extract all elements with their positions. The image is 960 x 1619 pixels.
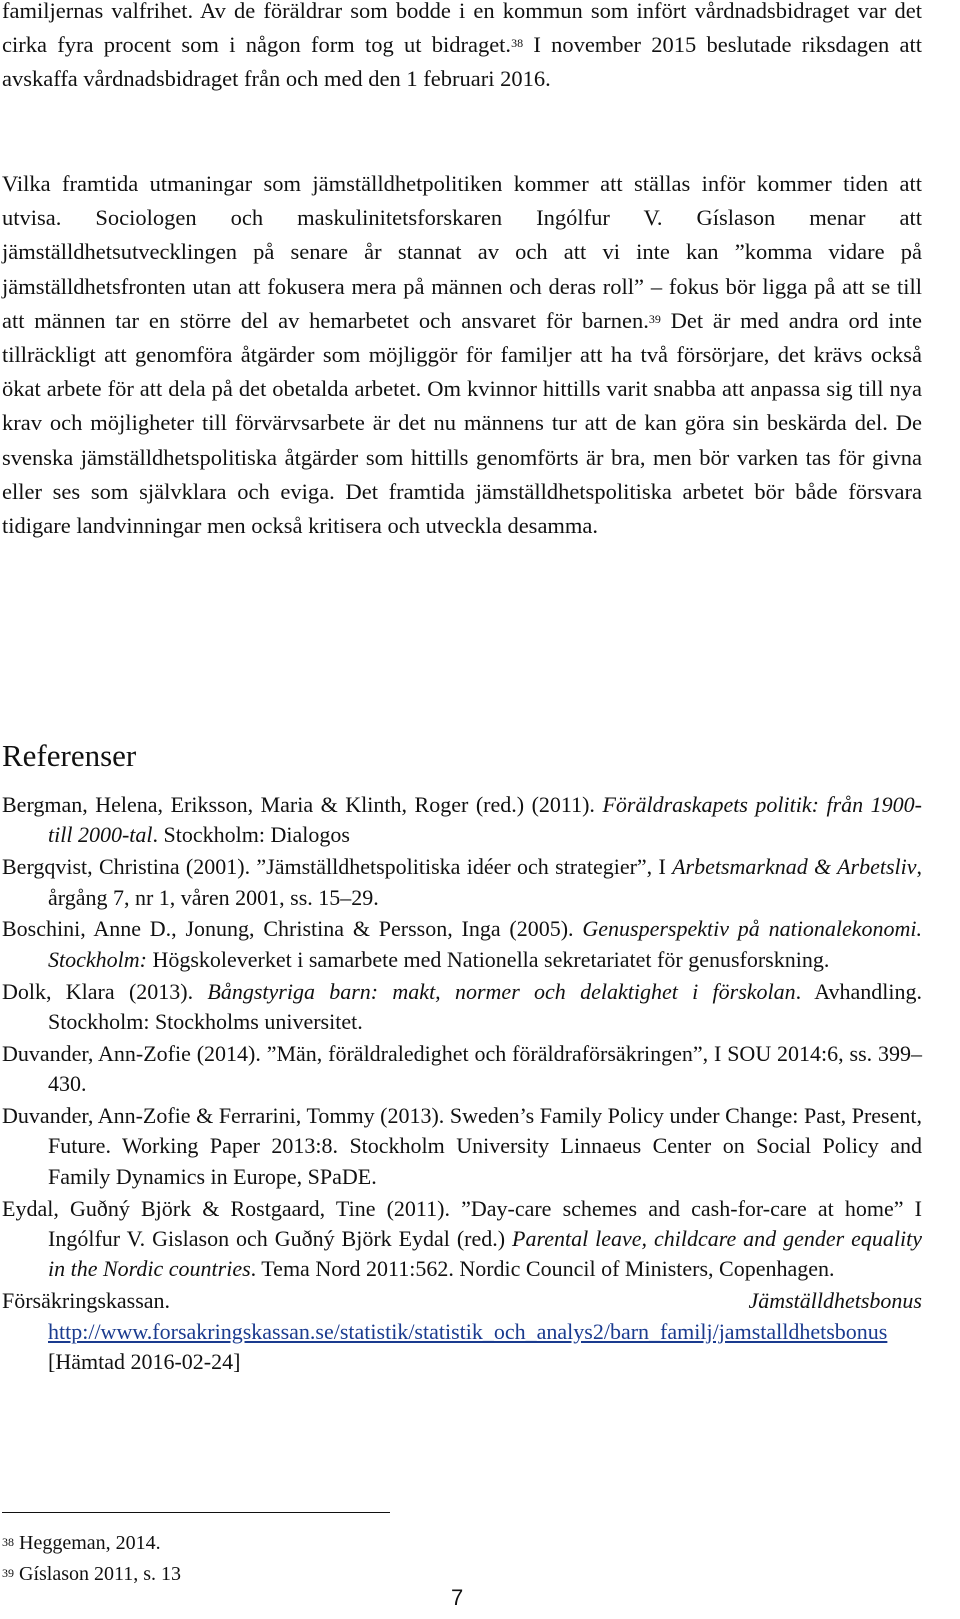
reference-list — [2, 790, 922, 1379]
page-number: 7 — [451, 1585, 464, 1610]
reference-text: , årgång 7, nr 1, våren 2001, ss. 15–29. — [48, 854, 923, 910]
reference-text: . Stockholm: Dialogos — [152, 822, 350, 848]
reference-title: Föräldraskapets politik: från 1900- till 2000-tal — [48, 792, 922, 848]
reference-text: . Tema Nord 2011:562. Nordic Council of Ministers, Copenhagen. — [250, 1256, 835, 1282]
footnote-text: Heggeman, 2014. — [14, 1532, 161, 1554]
reference-title: Parental leave, childcare and gender equality in the Nordic countries — [48, 1226, 922, 1282]
reference-title: Jämställdhetsbonus — [748, 1288, 922, 1314]
body-paragraph-1 — [2, 0, 922, 97]
reference-text: Bergqvist, Christina (2001). ”Jämställdhetspolitiska idéer och strategier”, I — [2, 854, 673, 880]
reference-text: Försäkringskassan. — [2, 1288, 749, 1314]
reference-item — [2, 977, 922, 1038]
footnote-number: 38 — [2, 1535, 14, 1549]
reference-text: Högskoleverket i samarbete med Nationella sekretariatet för genusforskning. — [146, 946, 830, 972]
reference-title: Arbetsmarknad & Arbetsliv — [672, 854, 917, 880]
reference-item — [2, 852, 922, 913]
footnotes — [2, 1528, 181, 1590]
reference-item — [2, 790, 922, 851]
reference-text: Boschini, Anne D., Jonung, Christina & Persson, Inga (2005). — [2, 916, 583, 942]
reference-text: Dolk, Klara (2013). — [2, 978, 208, 1004]
reference-text: Eydal, Guðný Björk & Rostgaard, Tine (2011). ”Day-care schemes and cash-for-care at home” I Ingólfur V. Gislason och Guðný Björk Eydal (red.) — [2, 1195, 922, 1252]
paragraph-text: Det är med andra ord inte tillräckligt att genomföra åtgärder som möjliggör för familjer att ha två försörjare, det krävs också ökat arbete för att dela på det obetalda arbetet. Om kvinnor hittills varit snabba att anpassa sig till nya krav och möjligheter till förvärvsarbete är det nu männens tur att de kan göra sin beskärda del. De svenska jämställdhetspolitiska åtgärder som hittills genomförts är bra, men bör varken tas för givna eller ses som självklara och eviga. Det framtida jämställdhetspolitiska arbetet bör både försvara tidigare landvinningar men också kritisera och utveckla desamma. — [2, 307, 922, 539]
reference-text: Bergman, Helena, Eriksson, Maria & Klinth, Roger (red.) (2011). — [2, 792, 603, 817]
reference-item — [2, 1101, 922, 1192]
reference-title: Bångstyriga barn: makt, normer och delaktighet i förskolan — [207, 978, 796, 1004]
reference-item — [2, 914, 922, 975]
references-heading: Referenser — [2, 738, 137, 773]
paragraph-text: familjernas valfrihet. Av de föräldrar som bodde i en kommun som infört vårdnadsbidraget var det cirka fyra procent som i någon form tog ut bidraget. — [2, 0, 922, 58]
reference-text: [Hämtad 2016-02-24] — [48, 1349, 241, 1375]
reference-item — [2, 1039, 922, 1100]
body-paragraph-2 — [2, 167, 922, 543]
footnote-text: Gíslason 2011, s. 13 — [14, 1563, 182, 1585]
reference-item — [2, 1286, 922, 1377]
footnote-39 — [2, 1559, 181, 1590]
reference-link[interactable]: http://www.forsakringskassan.se/statistik/statistik_och_analys2/barn_familj/jamstalldhetsbonus — [48, 1318, 888, 1344]
reference-item — [2, 1194, 922, 1285]
footnote-ref-38[interactable]: 38 — [511, 36, 524, 51]
reference-text: Duvander, Ann-Zofie & Ferrarini, Tommy (2013). Sweden’s Family Policy under Change: Past, Present, Future. Working Paper 2013:8. Stockholm University Linnaeus Center on Social Policy and Family Dynamics in Europe, SPaDE. — [2, 1103, 922, 1189]
footnote-divider — [2, 1512, 390, 1513]
reference-title: Genusperspektiv på nationalekonomi. Stockholm: — [48, 916, 922, 972]
footnote-38 — [2, 1528, 181, 1559]
paragraph-text: I november 2015 beslutade riksdagen att avskaffa vårdnadsbidraget från och med den 1 februari 2016. — [2, 32, 923, 92]
footnote-number: 39 — [2, 1566, 14, 1580]
reference-text: Duvander, Ann-Zofie (2014). ”Män, föräldraledighet och föräldraförsäkringen”, I SOU 2014:6, ss. 399–430. — [2, 1040, 922, 1097]
paragraph-text: Vilka framtida utmaningar som jämställdhetpolitiken kommer att ställas inför kommer tiden att utvisa. Sociologen och maskulinitetsforskaren Ingólfur V. Gíslason menar att jämställdhetsutvecklingen på senare år stannat av och att vi inte kan ”komma vidare på jämställdhetsfronten utan att fokusera mera på männen och deras roll” – fokus bör ligga på att se till att männen tar en större del av hemarbetet och ansvaret för barnen. — [2, 171, 922, 333]
reference-text: . Avhandling. Stockholm: Stockholms universitet. — [48, 978, 922, 1035]
footnote-ref-39[interactable]: 39 — [648, 311, 661, 326]
